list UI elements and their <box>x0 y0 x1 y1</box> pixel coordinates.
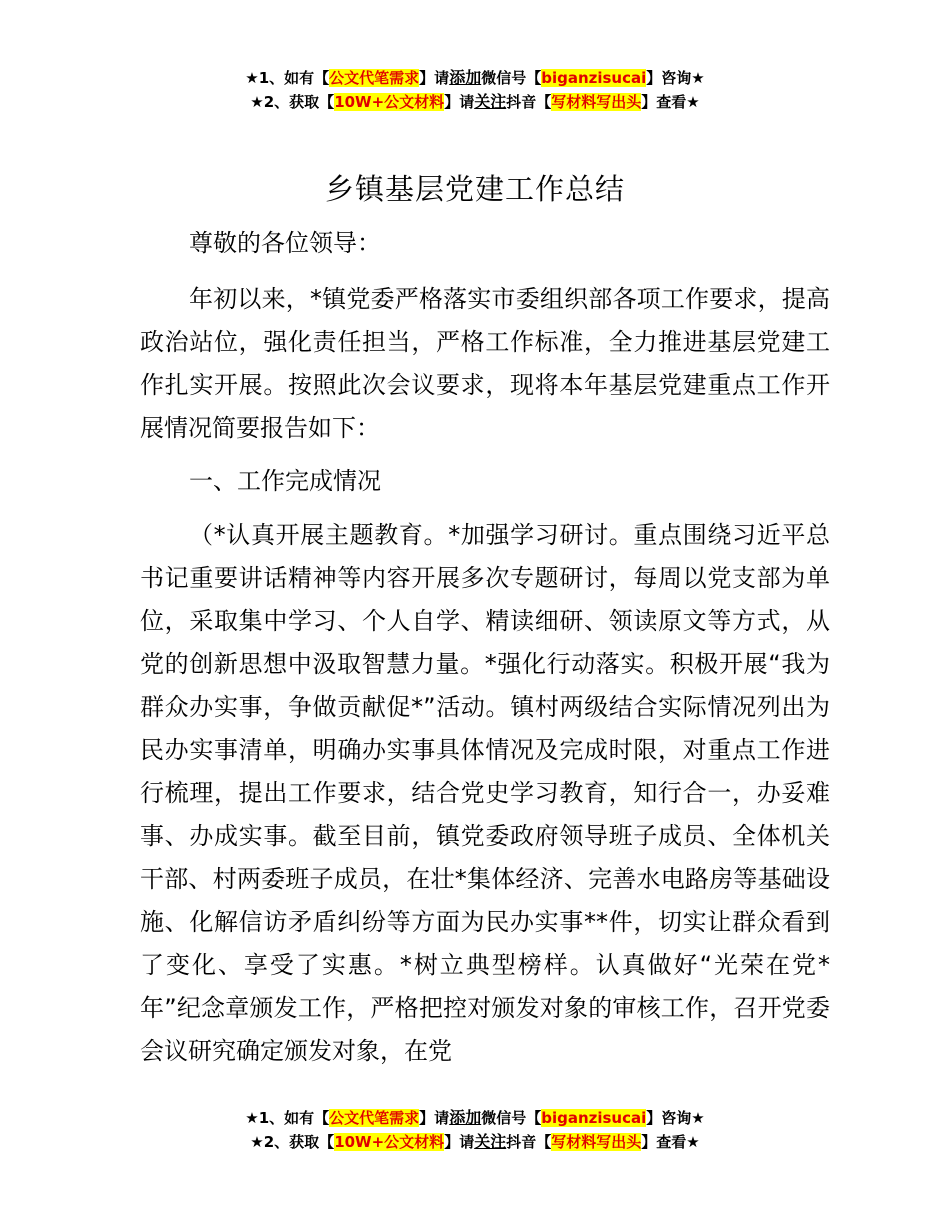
banner-emphasis: 添加 <box>449 1108 482 1127</box>
banner-text: 抖音【 <box>506 1133 552 1151</box>
banner-text: 微信号【 <box>481 69 542 87</box>
intro-paragraph: 年初以来，*镇党委严格落实市委组织部各项工作要求，提高政治站位，强化责任担当，严格工作标准，全力推进基层党建工作扎实开展。按照此次会议要求，现将本年基层党建重点工作开展情况简要报告如下： <box>140 285 830 442</box>
banner-highlight: 10W+公文材料 <box>334 93 445 111</box>
banner-highlight: 公文代笔需求 <box>329 1109 420 1127</box>
banner-highlight: biganzisucai <box>541 1109 647 1127</box>
banner-text: 】咨询★ <box>646 1109 705 1127</box>
banner-line-2 <box>0 90 950 114</box>
banner-highlight: 写材料写出头 <box>551 93 642 111</box>
banner-line-1 <box>0 1106 950 1130</box>
banner-highlight: 公文代笔需求 <box>329 69 420 87</box>
banner-emphasis: 关注 <box>474 92 507 111</box>
banner-text: 】请 <box>444 1133 475 1151</box>
banner-highlight: 10W+公文材料 <box>334 1133 445 1151</box>
banner-text: 微信号【 <box>481 1109 542 1127</box>
section-heading: 一、工作完成情况 <box>189 467 381 495</box>
banner-emphasis: 关注 <box>474 1132 507 1151</box>
document-title: 乡镇基层党建工作总结 <box>324 172 625 206</box>
banner-highlight: biganzisucai <box>541 69 647 87</box>
banner-text: ★2、获取【 <box>250 93 335 111</box>
banner-text: 】请 <box>419 1109 450 1127</box>
banner-text: ★1、如有【 <box>245 1109 330 1127</box>
salutation: 尊敬的各位领导： <box>189 229 381 257</box>
footer-banner <box>0 1106 950 1154</box>
banner-text: 】查看★ <box>641 93 700 111</box>
section-paragraph: （*认真开展主题教育。*加强学习研讨。重点围绕习近平总书记重要讲话精神等内容开展多次专题研讨，每周以党支部为单位，采取集中学习、个人自学、精读细研、领读原文等方式，从党的创新思想中汲取智慧力量。*强化行动落实。积极开展“我为群众办实事，争做贡献促*”活动。镇村两级结合实际情况列出为民办实事清单，明确办实事具体情况及完成时限，对重点工作进行梳理，提出工作要求，结合党史学习教育，知行合一，办妥难事、办成实事。截至目前，镇党委政府领导班子成员、全体机关干部、村两委班子成员，在壮*集体经济、完善水电路房等基础设施、化解信访矛盾纠纷等方面为民办实事**件，切实让群众看到了变化、享受了实惠。*树立典型榜样。认真做好“光荣在党*年”纪念章颁发工作，严格把控对颁发对象的审核工作，召开党委会议研究确定颁发对象，在党 <box>140 521 830 1065</box>
banner-emphasis: 添加 <box>449 68 482 87</box>
banner-text: 】查看★ <box>641 1133 700 1151</box>
banner-line-2 <box>0 1130 950 1154</box>
banner-text: 抖音【 <box>506 93 552 111</box>
banner-text: ★1、如有【 <box>245 69 330 87</box>
banner-text: 】咨询★ <box>646 69 705 87</box>
banner-highlight: 写材料写出头 <box>551 1133 642 1151</box>
banner-text: 】请 <box>444 93 475 111</box>
banner-line-1 <box>0 66 950 90</box>
banner-text: 】请 <box>419 69 450 87</box>
header-banner <box>0 66 950 114</box>
banner-text: ★2、获取【 <box>250 1133 335 1151</box>
